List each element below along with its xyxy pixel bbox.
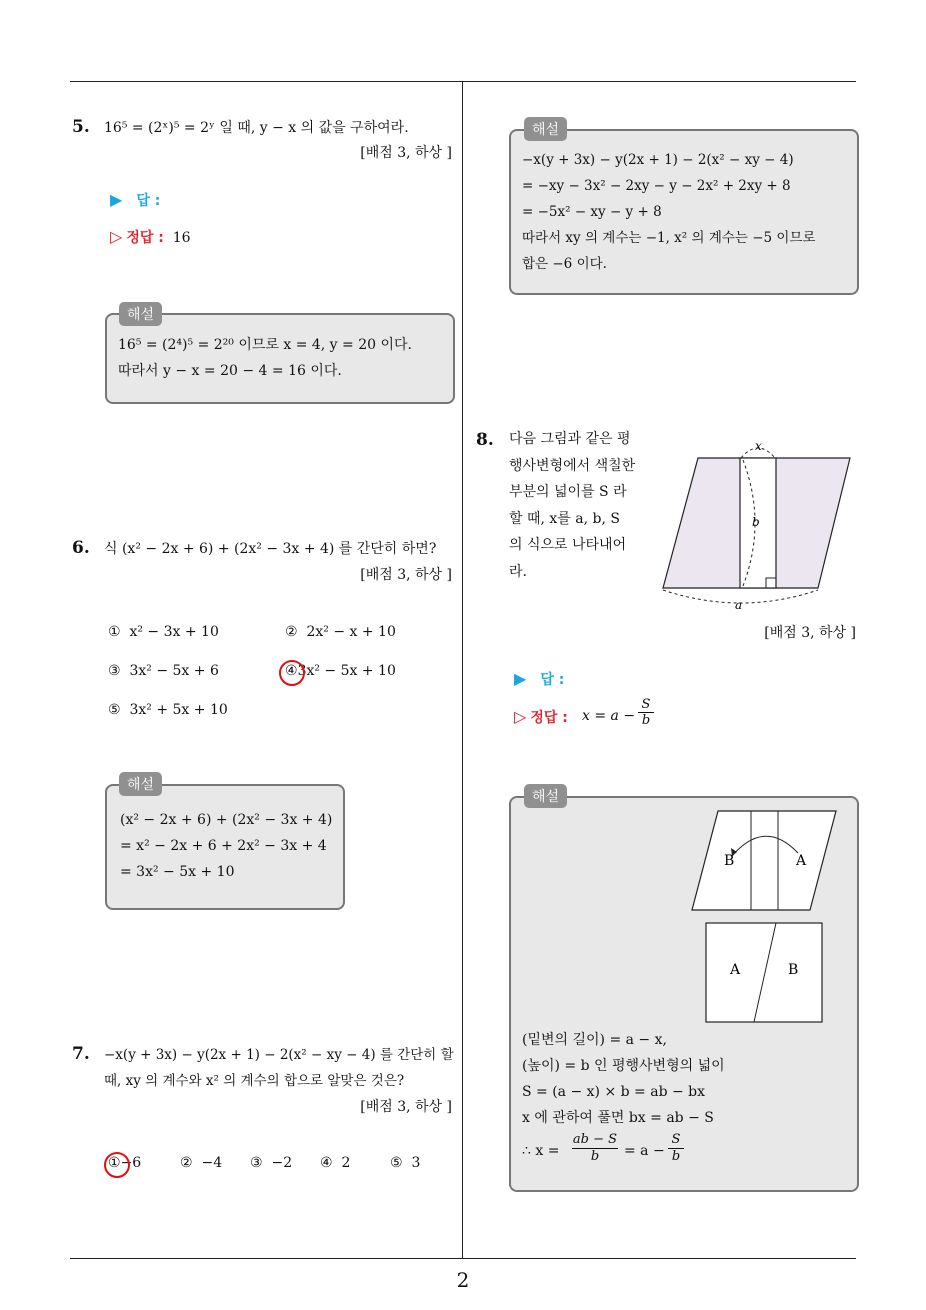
label-x: x xyxy=(755,439,762,453)
q8-final-mid: = a − xyxy=(624,1143,665,1159)
fraction-numerator: S xyxy=(671,1132,681,1147)
q6-selected-circle xyxy=(279,660,305,686)
choice-text: 2 xyxy=(341,1155,351,1171)
q6-choice-5[interactable] xyxy=(108,702,228,718)
label-A: A xyxy=(730,962,741,978)
play-icon: ▶ xyxy=(110,190,123,209)
choice-text: 3 xyxy=(411,1155,421,1171)
label-B: B xyxy=(788,962,799,978)
choice-mark: ① xyxy=(108,624,121,640)
q8-text-line: 할 때, x를 a, b, S xyxy=(509,510,620,527)
fraction-numerator: S xyxy=(641,697,651,712)
explain-line: 따라서 xy 의 계수는 −1, x² 의 계수는 −5 이므로 xyxy=(522,230,816,246)
answer-label: 답 : xyxy=(540,672,565,688)
choice-mark: ② xyxy=(285,624,298,640)
explain-line: (높이) = b 인 평행사변형의 넓이 xyxy=(522,1058,725,1074)
fraction-numerator: ab − S xyxy=(572,1132,618,1147)
explain-line: 합은 −6 이다. xyxy=(522,256,607,272)
triangle-outline-icon: ▷ xyxy=(514,707,527,726)
q6-number: 6. xyxy=(72,538,90,558)
q8-final-fraction-1 xyxy=(572,1132,618,1165)
explain-line: = −5x² − xy − y + 8 xyxy=(522,204,662,220)
q6-explain-lines xyxy=(120,807,332,885)
choice-mark: ⑤ xyxy=(108,702,121,718)
q8-answer-row xyxy=(514,669,564,689)
q8-explain-tag: 해설 xyxy=(524,784,567,808)
top-rule xyxy=(70,81,856,82)
q7-explain-tag: 해설 xyxy=(524,117,567,141)
play-icon: ▶ xyxy=(514,669,527,688)
choice-text: −4 xyxy=(201,1155,223,1171)
q6-choice-2[interactable] xyxy=(285,624,396,640)
explain-line: 16⁵ = (2⁴)⁵ = 2²⁰ 이므로 x = 4, y = 20 이다. xyxy=(118,337,412,353)
choice-mark: ④ xyxy=(285,663,298,679)
q8-key-fraction xyxy=(638,697,654,728)
key-label: 정답 : xyxy=(126,230,164,246)
q8-text xyxy=(509,426,635,585)
fraction-denominator: b xyxy=(638,712,654,728)
explain-line: = −xy − 3x² − 2xy − y − 2x² + 2xy + 8 xyxy=(522,178,791,194)
choice-text: −6 xyxy=(120,1155,142,1171)
choice-text: 3x² + 5x + 10 xyxy=(129,702,228,718)
q8-rect-figure xyxy=(704,921,826,1025)
q7-choice-2[interactable] xyxy=(180,1155,222,1171)
explain-line: −x(y + 3x) − y(2x + 1) − 2(x² − xy − 4) xyxy=(522,152,794,168)
q8-final-prefix: ∴ x = xyxy=(522,1143,560,1159)
fraction-denominator: b xyxy=(572,1148,618,1165)
q5-score: [배점 3, 하상 ] xyxy=(360,145,452,161)
q6-choice-3[interactable] xyxy=(108,663,219,679)
q5-explain-lines xyxy=(118,332,412,384)
q6-score: [배점 3, 하상 ] xyxy=(360,567,452,583)
q8-text-line: 행사변형에서 색칠한 xyxy=(509,457,636,474)
q8-text-line: 라. xyxy=(509,563,527,580)
q8-cut-figure xyxy=(690,808,840,913)
q8-number: 8. xyxy=(476,430,494,450)
choice-mark: ⑤ xyxy=(390,1155,403,1171)
q7-text-line: 때, xy 의 계수와 x² 의 계수의 합으로 알맞은 것은? xyxy=(104,1073,405,1089)
q8-key-value-prefix: x = a − xyxy=(582,708,636,724)
choice-mark: ③ xyxy=(250,1155,263,1171)
q7-number: 7. xyxy=(72,1044,90,1064)
label-A: A xyxy=(796,853,807,869)
label-a: a xyxy=(735,598,743,612)
q5-explain-tag: 해설 xyxy=(119,302,162,326)
triangle-outline-icon: ▷ xyxy=(110,227,123,246)
bottom-rule xyxy=(70,1258,856,1259)
cut-parallelogram xyxy=(692,811,836,910)
q7-selected-circle xyxy=(104,1152,130,1178)
q7-choice-4[interactable] xyxy=(320,1155,350,1171)
explain-line: x 에 관하여 풀면 bx = ab − S xyxy=(522,1110,714,1126)
q8-text-line: 다음 그림과 같은 평 xyxy=(509,431,631,447)
choice-mark: ② xyxy=(180,1155,193,1171)
explain-line: 따라서 y − x = 20 − 4 = 16 이다. xyxy=(118,363,342,379)
choice-text: x² − 3x + 10 xyxy=(129,624,219,640)
q7-score: [배점 3, 하상 ] xyxy=(360,1099,452,1115)
page-number: 2 xyxy=(456,1268,470,1292)
q7-explain-lines xyxy=(522,147,816,277)
q6-explain-tag: 해설 xyxy=(119,772,162,796)
fraction-denominator: b xyxy=(668,1148,684,1165)
choice-text: 3x² − 5x + 10 xyxy=(297,663,396,679)
rearranged-rectangle xyxy=(706,923,822,1022)
explain-line: (x² − 2x + 6) + (2x² − 3x + 4) xyxy=(120,812,333,828)
q7-choice-3[interactable] xyxy=(250,1155,292,1171)
q8-key-row xyxy=(514,707,568,727)
q7-text xyxy=(104,1042,454,1094)
choice-mark: ③ xyxy=(108,663,121,679)
choice-text: 2x² − x + 10 xyxy=(306,624,396,640)
q7-choice-5[interactable] xyxy=(390,1155,420,1171)
column-divider xyxy=(462,82,463,1258)
key-label: 정답 : xyxy=(530,710,568,726)
q8-final-fraction-2 xyxy=(668,1132,684,1165)
choice-text: −2 xyxy=(271,1155,293,1171)
q5-answer-row xyxy=(110,190,160,210)
answer-label: 답 : xyxy=(136,193,161,209)
q5-key-value: 16 xyxy=(172,230,191,246)
explain-line: S = (a − x) × b = ab − bx xyxy=(522,1084,706,1100)
explain-line: = x² − 2x + 6 + 2x² − 3x + 4 xyxy=(120,838,327,854)
q7-text-line: −x(y + 3x) − y(2x + 1) − 2(x² − xy − 4) 를 간단히 할 xyxy=(104,1047,454,1063)
q6-text: 식 (x² − 2x + 6) + (2x² − 3x + 4) 를 간단히 하면? xyxy=(104,541,437,557)
q5-key-row xyxy=(110,227,191,247)
q5-number: 5. xyxy=(72,117,90,137)
choice-mark: ① xyxy=(108,1155,121,1171)
q8-parallelogram-figure xyxy=(655,430,855,615)
q6-choice-1[interactable] xyxy=(108,624,219,640)
explain-line: = 3x² − 5x + 10 xyxy=(120,864,235,880)
label-b: b xyxy=(752,515,760,529)
q8-explain-lines xyxy=(522,1027,725,1131)
choice-mark: ④ xyxy=(320,1155,333,1171)
q5-text: 16⁵ = (2ˣ)⁵ = 2ʸ 일 때, y − x 의 값을 구하여라. xyxy=(104,120,409,136)
q8-text-line: 부분의 넓이를 S 라 xyxy=(509,484,627,500)
explain-line: (밑변의 길이) = a − x, xyxy=(522,1032,667,1048)
q8-text-line: 의 식으로 나타내어 xyxy=(509,537,627,553)
q8-score: [배점 3, 하상 ] xyxy=(764,625,856,641)
choice-text: 3x² − 5x + 6 xyxy=(129,663,219,679)
label-B: B xyxy=(724,853,735,869)
